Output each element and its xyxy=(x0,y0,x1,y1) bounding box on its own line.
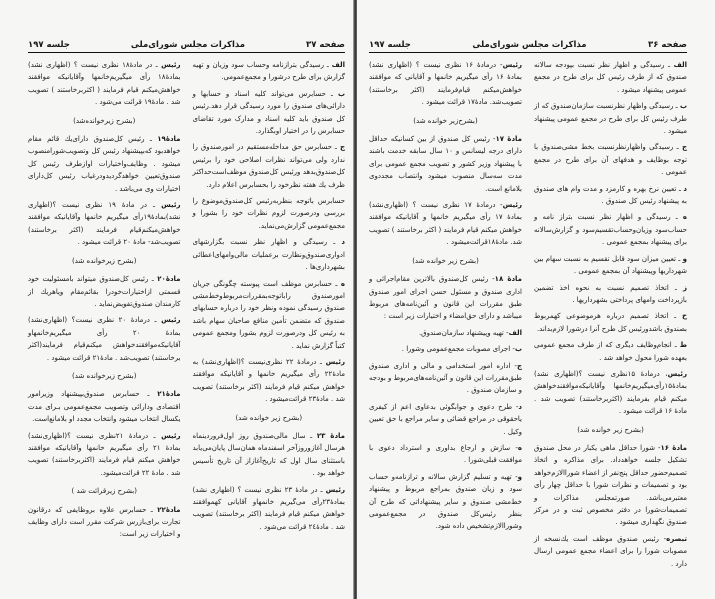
reading-note: (بشرح زیرخوانده شد) xyxy=(72,256,137,265)
paragraph-lead: ز xyxy=(682,283,687,292)
paragraph xyxy=(28,59,181,109)
paragraph xyxy=(28,504,181,541)
paragraph xyxy=(534,141,687,178)
paragraph-lead: مادهٔ۲۰ xyxy=(157,275,181,284)
paragraph-text: ـ تعیین نرخ بهره و کارمزد و مدت وام های صندوق به پیشنهاد رئیس کل صندوق . xyxy=(534,184,687,206)
paragraph xyxy=(534,442,687,529)
paragraph-lead: د xyxy=(341,238,345,247)
paragraph-text: - طرح دعوی و جوابگوئی بدعاوی اعم از کیفری یاحقوقی در مراجع قضائی و سایر مراجع با حق تعیین وکیل . xyxy=(369,402,522,436)
paragraph-lead: رئیس xyxy=(325,357,345,366)
paragraph-lead: و xyxy=(517,472,522,481)
paragraph-text: ـ حسابرس علاوه بروظایفی که درقانون تجارت برای‌بازرس شرکت مقرر است دارای وظایف و اختیارات زیر است: xyxy=(28,505,181,539)
page-number: صفحه ۳۷ xyxy=(306,40,345,50)
paragraph xyxy=(193,430,346,480)
paragraph xyxy=(534,339,687,364)
paragraph-lead: ج xyxy=(681,143,687,152)
paragraph-text: ـ در مادهٔ۱۸ نظری نیست ؟ (اظهاری نشد) بمادهٔ۱۸ رأی میگیریم‌خانمها وآقایانیکه موافقند خواهش‌میکنم قیام فرمایند ( اکثربرخاستند ) تصویب شد . مادهٔ۱۹ قرائت می‌شود . xyxy=(28,61,181,107)
paragraph-lead: رئیس xyxy=(502,201,522,210)
paragraph-lead: ج xyxy=(339,143,345,152)
paragraph-text: ـ اتخاذ تصمیم درباره هرموضوعی کهمربوط بصندوق باشدورئیس کل طرح آنرا درشورا لازم‌بداند. xyxy=(534,312,687,333)
paragraph xyxy=(369,273,522,323)
paragraph xyxy=(534,368,687,418)
paragraph xyxy=(28,133,181,195)
reading-note: (بشرح زیر خوانده شد) xyxy=(577,425,644,434)
reading-note: (بشرح زیرخوانده‌شد) xyxy=(73,116,136,125)
paragraph-text: ـ درمادهٔ ۲۱نظری نیست ؟(اظهاری‌نشد) بمادهٔ ۲۱ رأی میگیریم خانمها وآقایانیکه موافقند خواهش میکنم قیام فرمایند (اکثربرخاستند) تصویب شد . مادهٔ ۲۲ قرائت‌میشود. xyxy=(28,431,181,477)
paragraph-text: ، درمادهٔ ۱۵نظری نیست ؟(اظهاری نشد) بمادهٔ۱۵رأی‌میگیریم‌خانمها وآقایانیکه‌موافقندخواهش میکنم قیام بفرمایند (اکثربرخاستند) تصویب شد . مادهٔ ۱۶ قرائت میشود . xyxy=(534,369,687,416)
reading-note: (بشرح‌زیر خوانده شد) xyxy=(413,116,478,125)
paragraph xyxy=(28,273,181,310)
paragraph-text: - رئیس کل‌صندوق بالاترین مقام‌اجرائی و اداری صندوق و مسئول حسن اجرای امور صندوق طبق مقررات این قانون و آئین‌نامه‌های مربوط میباشد و دارای حق‌امضاء و اختیارات زیر است : xyxy=(369,275,522,321)
paragraph xyxy=(534,59,687,96)
paragraph xyxy=(369,327,522,339)
paragraph-text: ـ حسابرس صندوق‌بپیشنهاد وزیرامور اقتصادی ودارائی وتصویب مجمع‌عمومی بـرای مدت یکسال انتخاب میشود وانتخاب مجدد او بلامانع‌است. xyxy=(28,390,181,424)
paragraph-text: ـ رئیس کل‌صندوق دارای‌یك قائم مقام خواهدبود که‌بپیشنهاد رئیس کل وتصویب‌شورامنصوب میشود . وظایف‌واختیارات اوازطرف رئیس کل صندوق‌تعیین خواهدگردید‌ودرغیاب رئیس کل‌دارای اختیارات وی می‌باشد . xyxy=(28,135,181,193)
session-number: جلسه ۱۹۷ xyxy=(28,40,70,50)
paragraph-text: ـ حسابرس می‌تواند کلیه اسناد و حسابها و دارائی‌های صندوق را مورد رسیدگی قرار دهد.رئیس کل صندوق باید کلیه اسناد و مدارک مورد تقاضای حسابرس را در اختیار اوبگذارد. xyxy=(192,89,345,136)
paragraph-text: ـ تعیین میزان سود قابل تقسیم به نسبت سهام بین شهرداریها وپیشنهاد آن بمجمع عمومی . xyxy=(534,254,687,276)
paragraph-text: ـ رسیدگی و اظهار نظر نسبت بپودجه سالانه صندوق که از طرف رئیس کل برای طرح در مجمع عمومی پیشنهاد میشود . xyxy=(534,61,687,94)
running-title: مذاکرات مجلس شورای‌ملی xyxy=(472,40,587,50)
paragraph xyxy=(193,195,346,232)
paragraph-lead: مادهٔ ۲۳ xyxy=(316,431,345,440)
page-header xyxy=(28,38,345,53)
paragraph-text: ـ رسیدگی واظهارنظرنسبت بخط مشی‌صندوق با توجه بوظایف و هدفهای آن برای طرح در مجمع عمومی . xyxy=(534,143,687,177)
paragraph xyxy=(193,59,346,84)
paragraph-text: - سازش و ارجاع بداوری و استرداد دعوی با موافقت قبلی‌شورا . xyxy=(369,443,522,465)
paragraph-text: - شورا حداقل ماهی یکبار در محل صندوق تشکیل جلسه خواهدداد. برای مذاکره و اتخاذ تصمیم‌حضور حداقل پنج‌نفر از اعضاء شوراالازم‌خواهد بود و تصمیمات و نظرات شورا با حداقل چهار رأی معتبرمی‌باشد. صورتمجلس مذاکرات و تصمیمات‌شورا در دفتر مخصوص ثبت و در مرکز صندوق نگهداری میشود . xyxy=(534,443,687,527)
reading-note: (بشرح زیرخوانده شد) xyxy=(72,371,137,380)
paragraph-lead: الف xyxy=(508,328,522,337)
paragraph-lead: ه xyxy=(517,443,522,452)
text-columns xyxy=(28,59,345,545)
paragraph-lead: رئیس xyxy=(502,61,522,69)
paragraph-lead: مادهٔ۱۹ xyxy=(157,135,181,144)
paragraph-text: ـ رسیدگی بترازنامه وحساب سود وزیان و تهیه گزارش برای طرح درشورا و مجمع‌عمومی. xyxy=(192,61,345,82)
paragraph xyxy=(28,314,181,364)
column-left xyxy=(369,59,522,574)
paragraph-lead: رئیس xyxy=(667,369,688,378)
paragraph-text: ـ درمادهٔ ۲۲ نظری‌نیست ؟(اظهاری‌نشد) به مادهٔ۲۲ رأی میگیریم خانمها و آقایانیکه موافقند خواهش میکنم قیام فرمایند (اکثر برخاستند) تصویب شد . مادهٔ۲۳ قرائت‌میشود . xyxy=(192,357,345,404)
paragraph-lead: ه xyxy=(682,213,687,222)
page-36 xyxy=(357,0,715,599)
column-right xyxy=(534,59,687,574)
paragraph-text: - اداره امور استخدامی و مالی و اداری صندوق طبق‌مقررات این قانون و آئین‌نامه‌های‌مربوط و بودجه و سازمان صندوق . xyxy=(369,361,522,395)
paragraph-lead: ب xyxy=(337,89,345,98)
paragraph xyxy=(534,100,687,137)
paragraph-text: ـ سال مالی‌صندوق روز اول‌فروردینماه هرسال آغازوروزآخر اسفندماه همان‌سال پایان‌می‌یابد باستثنای سال اول که تاریخ‌آغازاز آن تاریخ تأسیس خواهد بود . xyxy=(192,431,345,478)
paragraph xyxy=(28,388,181,425)
paragraph-lead: ط xyxy=(679,341,687,350)
paragraph xyxy=(369,133,522,195)
reading-note: (بشرح زیرقرائت شد ) xyxy=(71,487,137,496)
paragraph-lead: ب xyxy=(514,345,522,354)
paragraph-lead: ح xyxy=(681,312,687,321)
paragraph-text: ـ حسابرس حق مداخله‌مستقیم در امورصندوق را ندارد ولی می‌تواند نظرات اصلاحی خود را برئیس کل‌صندوق‌بدهد ورئیس کل‌صندوق موظف‌است‌حداکثر ظرف یك هفته نظرخود را بحسابرس اعلام دارد. xyxy=(192,143,345,189)
paragraph-text: ـ حسابرس موظف است پیوسته چگونگی جریان امورصندوق راباتوجه‌بمقررات‌مربوط‌وخط‌مشی صندوق رسیدگی نموده ونظر خود را درباره حسابهای صندوق که متضمن تأمین منافع صاحبان سهام باشد به رئیس کل ودرصورت لزوم بشورا ومجمع عمومی کتباً گزارش نماید . xyxy=(192,279,345,350)
paragraph xyxy=(193,236,346,273)
paragraph-text: ـ رسیدگی و اظهار نظر نسبت بگزارشهای ادواری‌صندوق‌ونظارت برعملیات مالی‌وامهای‌اعطائی بشهرداری‌ها . xyxy=(192,238,345,272)
paragraph xyxy=(534,533,687,570)
paragraph-lead: مادهٔ۲۲ xyxy=(157,505,181,514)
text-columns xyxy=(369,59,687,574)
paragraph xyxy=(369,401,522,438)
paragraph xyxy=(193,278,346,352)
paragraph-text: ـ رسیدگی و اظهار نظر نسبت بتراز نامه و حساب‌سود وزیان‌وحساب‌تقسیم‌سود و گزارش‌سالانه برای پیشنهاد بمجمع عمومی . xyxy=(534,213,687,247)
paragraph-lead: و xyxy=(682,254,687,263)
reading-note: (بشرح زیر خوانده شد) xyxy=(235,413,303,422)
running-title: مذاکرات مجلس شورای‌ملی xyxy=(130,40,246,50)
paragraph-lead: مادهٔ ۱۶ xyxy=(660,443,687,452)
paragraph-text: ـ رسیدگی واظهار نظرنسبت سازمان‌صندوق که از طرف رئیس کل برای طرح در مجمع عمومی پیشنهاد میشود . xyxy=(534,102,687,136)
paragraph-lead: ج xyxy=(516,361,522,370)
page-number: صفحه ۳۶ xyxy=(648,40,687,50)
paragraph-text: ـ رئیس کل‌صندوق میتواند بامسئولیت خود قسمتی ازاختیارات‌خودرا بقائم‌مقام ویاهریك از کارمندان صندوق‌تفویض‌نماید . xyxy=(28,275,181,308)
paragraph-text: ـ درمادهٔ ۲۰ نظری نیست؟ (اظهاری‌نشد) بمادهٔ ۲۰ رأی میگیریم‌خانمهاو آقایانیکه‌موافقندخواهش میکنم‌قیام فرمایند(اکثر برخاستند) تصویب‌شد . مادهٔ۲۱ قرائت میشود . xyxy=(28,316,181,362)
paragraph-lead: د xyxy=(518,402,522,411)
paragraph-text: - درمادهٔ ۱۶ نظری نیست ؟ (اظهاری نشد) بمادهٔ ۱۶ رأی میگیریم خانمها و آقایانی که موافقند خواهش‌میکنم قیام‌فرمایند (اکثر برخاستند) تصویب‌شد. مادهٔ۱۷ قرائت میشود . xyxy=(369,61,522,107)
paragraph-text: - رئیس کل صندوق از بین کسانیکه حداقل دارای درجه لیسانس و ۱۰ سال سابقه خدمت باشند با پیشنهاد وزیر کشور و تصویب مجمع عمومی برای مدت سه‌سال منصوب میشود وانتصاب مجددوی بلامانع است. xyxy=(369,135,522,193)
paragraph-text: - رئیس صندوق موظف است یك‌نسخه از مصوبات شورا را برای اعضاء مجمع عمومی ارسال دارد . xyxy=(534,534,687,568)
paragraph-lead: د xyxy=(683,184,687,193)
paragraph-lead: رئیس xyxy=(161,61,181,69)
paragraph xyxy=(534,183,687,208)
paragraph xyxy=(534,282,687,307)
paragraph-lead: الف xyxy=(673,61,687,69)
paragraph-text: - اجرای مصوبات مجمع‌عمومی وشورا . xyxy=(401,345,515,354)
paragraph-text: ـ در مادهٔ ۱۹ نظری نیست ؟(اظهاری نشد)بمادهٔ۱۹رأی میگیریم خانمها وآقایانیکه موافقند خواهش‌میکنم‌قیام فرمایند (اکثر برخاستند) تصویب‌شد- مادهٔ ۲۰ قرائت میشود . xyxy=(28,201,181,247)
paragraph-lead: مادهٔ ۱۷ xyxy=(495,135,522,144)
page-header xyxy=(369,38,687,53)
paragraph xyxy=(534,253,687,278)
paragraph-text: ـ اتخاذ تصمیم نسبت به نحوه اخذ تضمین بازپرداخت وامهای پرداختی بشهرداریها . xyxy=(534,283,687,304)
paragraph-lead: الف xyxy=(331,61,345,69)
paragraph-lead: ه xyxy=(340,279,345,288)
column-right xyxy=(193,59,346,545)
paragraph xyxy=(534,310,687,335)
paragraph-text: - تهیه وپیشنهاد سازمان‌صندوق. xyxy=(418,328,509,337)
paragraph xyxy=(28,199,181,249)
paragraph-lead: رئیس xyxy=(325,485,345,494)
paragraph-lead: مادهٔ ۱۸ xyxy=(494,275,523,284)
paragraph-text: - درمادهٔ ۱۷ نظری نیست ؟ (اظهاری‌نشد) بمادهٔ ۱۷ رأی میگیریم خانمها و آقایانیکه موافقند خواهش میکنم قیام فرمایند ( اکثر برخاستند ) تصویب شد. مادهٔ۱۸قرائت‌میشود . xyxy=(369,201,523,247)
paragraph-text: ـ انجام‌وظایف دیگری که از طرف مجمع عمومی بعهده شورا محول خواهد شد . xyxy=(534,341,687,362)
paragraph xyxy=(369,360,522,397)
paragraph-lead: رئیس xyxy=(161,316,181,325)
page-37 xyxy=(0,0,355,599)
paragraph xyxy=(193,356,346,406)
paragraph xyxy=(28,430,181,480)
paragraph-text: حسابرس باتوجه بنظربه‌رئیس کل‌صندوق‌موضوع را بررسی ودرصورت لزوم نظرات خود را بشورا و مجمع‌عمومی گزارش‌می‌نماید. xyxy=(192,197,345,230)
paragraph-lead: رئیس xyxy=(161,431,181,440)
paragraph-text: - تهیه و تسلیم گزارش سالانه و ترازنامه‌و حساب سود و زیان صندوق بمراجع مربوط و پیشنهاد خط‌مشی صندوق و سایر پیشنهاداتی که طرح آن بنظر رئیس‌کل صندوق در مجمع‌عمومی وشوراالازم‌تشخیص داده شود. xyxy=(369,472,522,531)
paragraph-lead: تبصره xyxy=(666,534,687,543)
session-number: جلسه ۱۹۷ xyxy=(369,40,411,50)
paragraph-lead: مادهٔ۲۱ xyxy=(157,390,181,399)
paragraph xyxy=(369,343,522,355)
paragraph xyxy=(369,471,522,533)
column-left xyxy=(28,59,181,545)
paragraph-lead: ب xyxy=(679,102,687,111)
paragraph xyxy=(193,88,346,138)
paragraph xyxy=(369,199,522,249)
paragraph-text: ـ در مادهٔ ۲۳ نظری نیست ؟ (اظهاری نشد) بمادهٔ۲۳رأی می‌گیریم خانمهاو آقایانی کهموافقند خواهش میکنم قیام فرمایند (اکثر برخاستند) تصویب شد . مادهٔ۲٤ قرائت می‌شود . xyxy=(192,485,345,531)
paragraph-lead: رئیس xyxy=(161,201,181,210)
paragraph xyxy=(193,141,346,191)
paragraph xyxy=(193,484,346,534)
reading-note: (بشرح زیر خوانده شد) xyxy=(412,256,479,265)
paragraph xyxy=(534,211,687,248)
paragraph xyxy=(369,442,522,467)
paragraph xyxy=(369,59,522,109)
